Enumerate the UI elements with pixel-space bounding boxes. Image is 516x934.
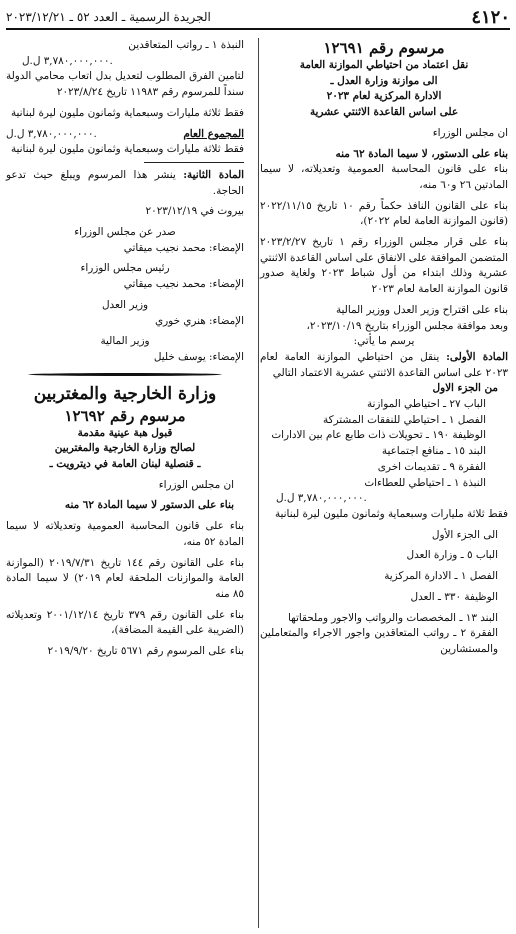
- gazette-issue-info: الجريدة الرسمية ـ العدد ٥٢ ـ ٢٠٢٣/١٢/٢١: [6, 10, 211, 24]
- budget-line: الفقرة ٩ ـ تقديمات اخرى: [377, 460, 486, 473]
- council-line: ان مجلس الوزراء: [432, 126, 508, 139]
- place-date: بيروت في ٢٠٢٣/١٢/١٩: [145, 205, 244, 218]
- decree-subtitle-line: ـ قنصلية لبنان العامة في ديترويت ـ: [49, 458, 201, 471]
- paragraph: بناء على القانون رقم ٣٧٩ تاريخ ٢٠٠١/١٢/١٤ وتعديلاته (الضريبة على القيمة المضافة)،: [6, 608, 245, 637]
- article-1-label: المادة الأولى:: [446, 350, 508, 363]
- budget-line: الفصل ١ ـ الادارة المركزية: [384, 570, 498, 583]
- paragraph: بناء على المرسوم رقم ٥٦٧١ تاريخ ٢٠١٩/٩/٢٠: [47, 645, 244, 658]
- decree-subtitle-line: الادارة المركزية لعام ٢٠٢٣: [326, 90, 442, 103]
- decree-title: مرسوم رقم ١٢٦٩٢: [64, 406, 186, 425]
- decrees-line: يرسم ما يأتي:: [353, 335, 415, 348]
- amount-in-words: فقط ثلاثة مليارات وسبعماية وثمانون مليون ليرة لبنانية: [274, 507, 508, 520]
- grand-total-row: [6, 127, 244, 143]
- amount: ٣,٧٨٠,٠٠٠,٠٠٠ ل.ل.: [22, 54, 113, 67]
- section-ornament: [28, 373, 222, 376]
- signature: الإمضاء: يوسف خليل: [153, 350, 244, 363]
- signature: الإمضاء: هنري خوري: [155, 314, 244, 327]
- decree-subtitle-line: الى موازنة وزارة العدل ـ: [330, 74, 438, 87]
- amount-in-words: فقط ثلاثة مليارات وسبعماية وثمانون مليون ليرة لبنانية: [10, 106, 244, 119]
- budget-line: النبذة ١ ـ احتياطي للعطاءات: [364, 476, 486, 489]
- constitution-line: بناء على الدستور لا سيما المادة ٦٢ منه: [64, 499, 234, 512]
- signature: الإمضاء: محمد نجيب ميقاتي: [123, 278, 244, 291]
- constitution-line: بناء على الدستور، لا سيما المادة ٦٢ منه: [335, 147, 508, 160]
- to-part: الى الجزء الأول: [431, 528, 498, 541]
- ministry-heading: وزارة الخارجية والمغتربين: [33, 383, 217, 404]
- left-column: [6, 38, 244, 660]
- budget-line: الفصل ١ ـ احتياطي للنفقات المشتركة: [323, 413, 486, 426]
- signatory-title: وزير المالية: [100, 335, 150, 348]
- amount: ٣,٧٨٠,٠٠٠,٠٠٠ ل.ل.: [276, 492, 367, 505]
- from-part: من الجزء الاول: [432, 382, 498, 395]
- budget-line: الوظيفة ١٩٠ ـ تحويلات ذات طابع عام بين الادارات: [271, 429, 486, 442]
- paragraph: بناء على القانون رقم ١٤٤ تاريخ ٢٠١٩/٧/٣١ (الموازنة العامة والموازنات الملحقة لعام ٢٠١٩) لا سيما المادة ٨٥ منه: [6, 556, 245, 600]
- separator-line: [144, 162, 244, 163]
- signatory-title: رئيس مجلس الوزراء: [80, 262, 170, 275]
- budget-line: الفقرة ٢ ـ رواتب المتعاقدين واجور الاجراء والمتعاملين والمستشارين: [260, 627, 499, 655]
- article-2-text: ينشر هذا المرسوم ويبلغ حيث تدعو الحاجة.: [6, 168, 244, 197]
- column-divider: [258, 38, 259, 928]
- signature: الإمضاء: محمد نجيب ميقاتي: [123, 241, 244, 254]
- grand-total-amount: ٣,٧٨٠,٠٠٠,٠٠٠ ل.ل.: [6, 127, 97, 140]
- article-2: [6, 168, 244, 199]
- paragraph: بناء على قرار مجلس الوزراء رقم ١ تاريخ ٢٠٢٣/٢/٢٧ المتضمن الموافقة على الانفاق على اساس القاعدة الاثنتي عشرية وذلك ابتداء من أول شباط ٢٠٢٣ ولغاية صدور قانون الموازنة العامة لعام ٢٠٢٣: [260, 236, 509, 296]
- article-1: [260, 350, 508, 381]
- decree-subtitle-line: نقل اعتماد من احتياطي الموازنة العامة: [299, 59, 469, 71]
- amount-in-words: فقط ثلاثة مليارات وسبعماية وثمانون مليون ليرة لبنانية: [10, 143, 244, 156]
- decree-subtitle-line: على اساس القاعدة الاثنتي عشرية: [309, 106, 459, 119]
- decree-title: مرسوم رقم ١٢٦٩١: [323, 39, 445, 57]
- page-header: [6, 6, 510, 30]
- budget-line: الوظيفة ٣٣٠ ـ العدل: [410, 590, 498, 603]
- decree-subtitle-line: قبول هبة عينية مقدمة: [77, 426, 173, 439]
- signatory-title: وزير العدل: [101, 298, 149, 311]
- paragraph: وبعد موافقة مجلس الوزراء بتاريخ ٢٠٢٣/١٠/١٩،: [306, 319, 508, 332]
- paragraph: بناء على قانون المحاسبة العمومية وتعديلاته، لا سيما المادتين ٢٦ و٦٠ منه،: [260, 163, 508, 191]
- decree-subtitle-line: لصالح وزارة الخارجية والمغتربين: [54, 442, 196, 455]
- grand-total-label: المجموع العام: [183, 127, 244, 140]
- right-column: [260, 38, 508, 658]
- purpose-paragraph: لتامين الفرق المطلوب لتعديل بدل اتعاب محامي الدولة سنداً للمرسوم رقم ١١٩٨٣ تاريخ ٢٠٢٣/٨/٢٤: [6, 70, 244, 99]
- budget-line: البند ١٣ ـ المخصصات والرواتب والاجور وملحقاتها: [287, 611, 498, 624]
- article-1-text: ينقل من احتياطي الموازنة العامة لعام ٢٠٢٣ على اساس القاعدة الاثنتي عشرية الاعتماد التالي: [260, 350, 508, 379]
- budget-line: النبذة ١ ـ رواتب المتعاقدين: [128, 39, 244, 51]
- page-number: ٤١٢٠: [471, 6, 510, 28]
- budget-line: البند ١٥ ـ منافع اجتماعية: [381, 445, 486, 458]
- issued-by: صدر عن مجلس الوزراء: [74, 226, 176, 239]
- article-2-label: المادة الثانية:: [183, 168, 245, 181]
- budget-line: الباب ٥ ـ وزارة العدل: [406, 549, 498, 562]
- council-line: ان مجلس الوزراء: [158, 478, 234, 491]
- budget-line: الباب ٢٧ ـ احتياطي الموازنة: [366, 398, 486, 411]
- paragraph: بناء على قانون المحاسبة العمومية وتعديلاته لا سيما المادة ٥٢ منه،: [6, 520, 244, 548]
- paragraph: بناء على القانون النافذ حكماً رقم ١٠ تاريخ ٢٠٢٢/١١/١٥ (قانون الموازنة العامة لعام ٢٠٢٢)،: [260, 199, 508, 228]
- paragraph: بناء على اقتراح وزير العدل ووزير المالية: [335, 303, 508, 316]
